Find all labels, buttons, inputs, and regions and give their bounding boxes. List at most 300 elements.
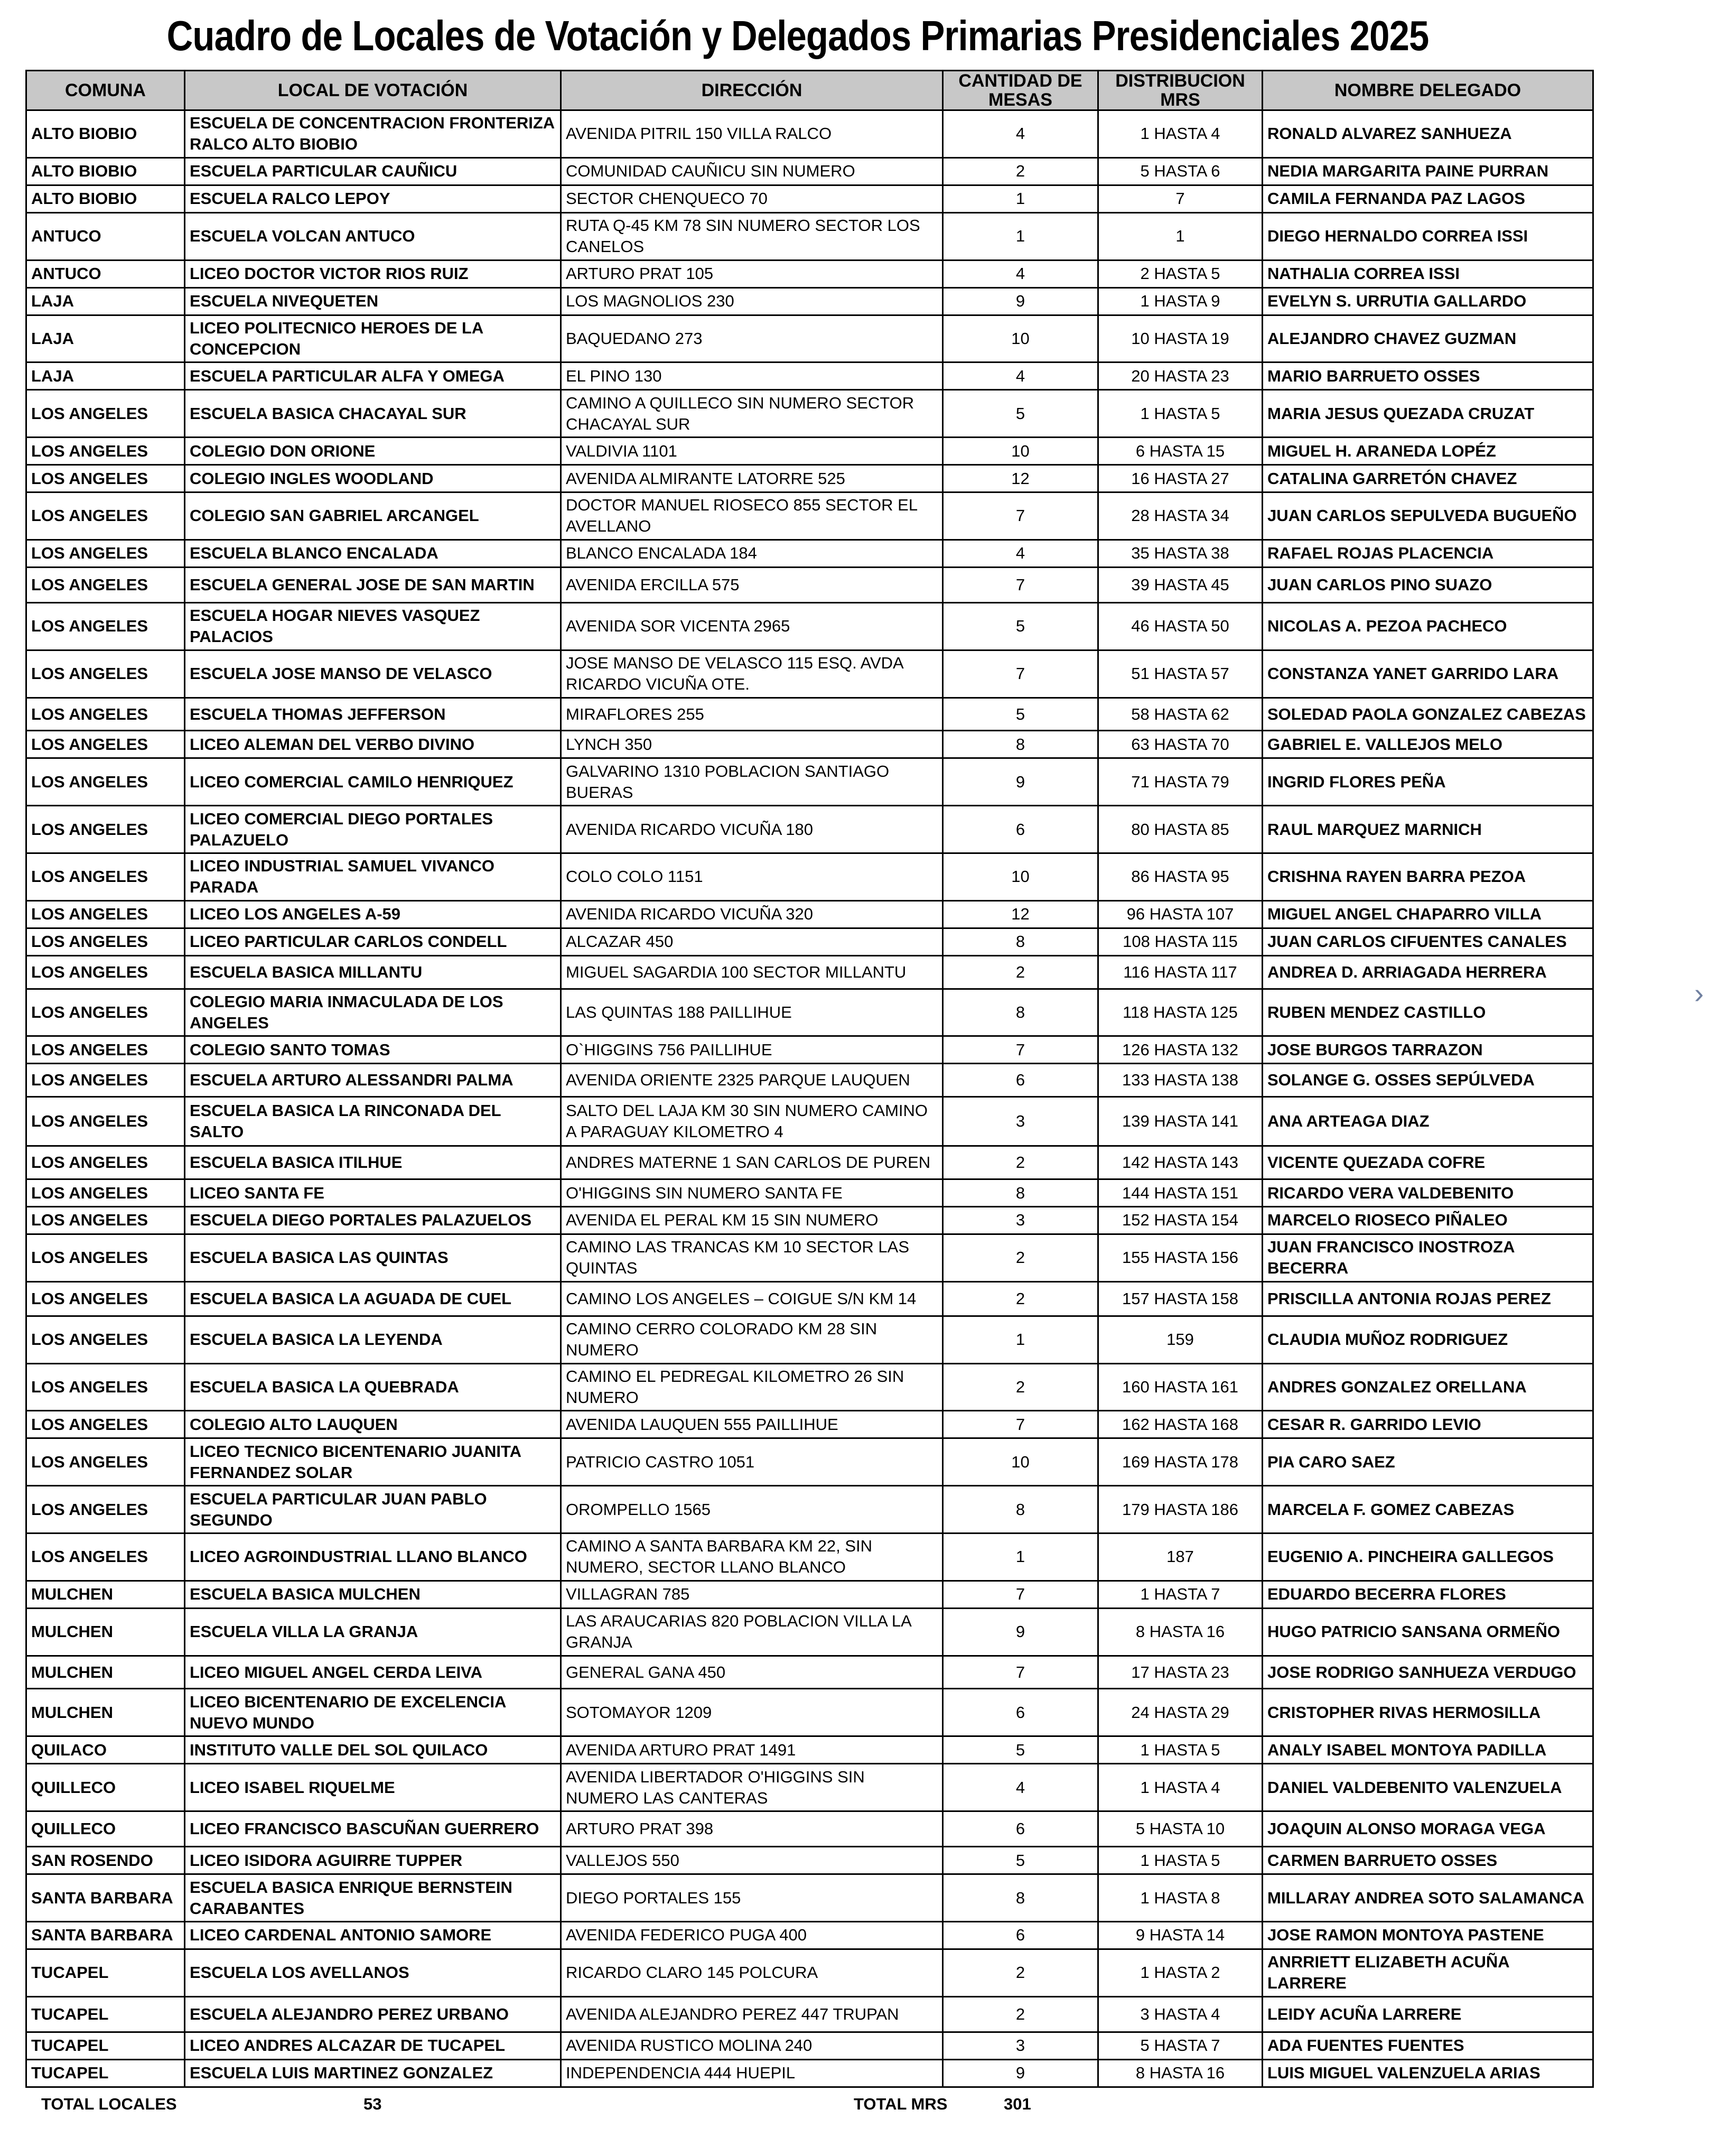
table-row xyxy=(26,928,1593,955)
distribucion-cell: 108 HASTA 115 xyxy=(1098,928,1263,955)
mesas-cell: 5 xyxy=(943,698,1098,731)
mesas-cell: 4 xyxy=(943,540,1098,567)
mesas-cell: 2 xyxy=(943,955,1098,989)
comuna-cell: LOS ANGELES xyxy=(26,492,185,540)
comuna-cell: LOS ANGELES xyxy=(26,540,185,567)
distribucion-cell: 7 xyxy=(1098,185,1263,212)
delegado-cell: EVELYN S. URRUTIA GALLARDO xyxy=(1263,287,1593,315)
distribucion-cell: 8 HASTA 16 xyxy=(1098,1608,1263,1656)
comuna-cell: SANTA BARBARA xyxy=(26,1922,185,1949)
table-row xyxy=(26,567,1593,602)
delegado-cell: RICARDO VERA VALDEBENITO xyxy=(1263,1179,1593,1207)
chevron-right-icon[interactable]: › xyxy=(1694,978,1704,1009)
mesas-cell: 7 xyxy=(943,650,1098,698)
distribucion-cell: 5 HASTA 7 xyxy=(1098,2032,1263,2059)
local-cell: LICEO AGROINDUSTRIAL LLANO BLANCO xyxy=(185,1534,561,1581)
comuna-cell: LOS ANGELES xyxy=(26,758,185,806)
direccion-cell: AVENIDA ALMIRANTE LATORRE 525 xyxy=(561,465,943,492)
distribucion-cell: 28 HASTA 34 xyxy=(1098,492,1263,540)
delegado-cell: LEIDY ACUÑA LARRERE xyxy=(1263,1996,1593,2032)
delegado-cell: RUBEN MENDEZ CASTILLO xyxy=(1263,989,1593,1036)
delegado-cell: LUIS MIGUEL VALENZUELA ARIAS xyxy=(1263,2059,1593,2087)
mesas-cell: 10 xyxy=(943,1438,1098,1486)
distribucion-cell: 133 HASTA 138 xyxy=(1098,1064,1263,1097)
distribucion-cell: 1 HASTA 7 xyxy=(1098,1581,1263,1608)
distribucion-cell: 39 HASTA 45 xyxy=(1098,567,1263,602)
mesas-cell: 2 xyxy=(943,1234,1098,1281)
mesas-cell: 5 xyxy=(943,1736,1098,1764)
table-row xyxy=(26,1811,1593,1847)
distribucion-cell: 1 HASTA 4 xyxy=(1098,1764,1263,1811)
delegado-cell: CRISHNA RAYEN BARRA PEZOA xyxy=(1263,853,1593,901)
comuna-cell: LOS ANGELES xyxy=(26,698,185,731)
table-row xyxy=(26,438,1593,465)
local-cell: COLEGIO SAN GABRIEL ARCANGEL xyxy=(185,492,561,540)
mesas-cell: 7 xyxy=(943,492,1098,540)
delegado-cell: JUAN FRANCISCO INOSTROZA BECERRA xyxy=(1263,1234,1593,1281)
direccion-cell: SOTOMAYOR 1209 xyxy=(561,1689,943,1736)
mesas-cell: 2 xyxy=(943,1146,1098,1179)
local-cell: ESCUELA BASICA LA RINCONADA DEL SALTO xyxy=(185,1097,561,1146)
direccion-cell: INDEPENDENCIA 444 HUEPIL xyxy=(561,2059,943,2087)
comuna-cell: LOS ANGELES xyxy=(26,1036,185,1064)
mesas-cell: 7 xyxy=(943,1411,1098,1438)
local-cell: LICEO PARTICULAR CARLOS CONDELL xyxy=(185,928,561,955)
distribucion-cell: 5 HASTA 10 xyxy=(1098,1811,1263,1847)
direccion-cell: JOSE MANSO DE VELASCO 115 ESQ. AVDA RICARDO VICUÑA OTE. xyxy=(561,650,943,698)
delegado-cell: MILLARAY ANDREA SOTO SALAMANCA xyxy=(1263,1874,1593,1922)
table-row xyxy=(26,1281,1593,1316)
delegado-cell: CLAUDIA MUÑOZ RODRIGUEZ xyxy=(1263,1316,1593,1363)
local-cell: ESCUELA BASICA LA QUEBRADA xyxy=(185,1363,561,1411)
delegado-cell: MIGUEL H. ARANEDA LOPÉZ xyxy=(1263,438,1593,465)
mesas-cell: 6 xyxy=(943,1689,1098,1736)
comuna-cell: LOS ANGELES xyxy=(26,1534,185,1581)
comuna-cell: LOS ANGELES xyxy=(26,853,185,901)
mesas-cell: 7 xyxy=(943,1581,1098,1608)
comuna-cell: LAJA xyxy=(26,363,185,390)
distribucion-cell: 162 HASTA 168 xyxy=(1098,1411,1263,1438)
delegado-cell: RAUL MARQUEZ MARNICH xyxy=(1263,806,1593,853)
direccion-cell: MIGUEL SAGARDIA 100 SECTOR MILLANTU xyxy=(561,955,943,989)
direccion-cell: AVENIDA ARTURO PRAT 1491 xyxy=(561,1736,943,1764)
direccion-cell: AVENIDA RUSTICO MOLINA 240 xyxy=(561,2032,943,2059)
comuna-cell: LOS ANGELES xyxy=(26,928,185,955)
mesas-cell: 8 xyxy=(943,928,1098,955)
table-row xyxy=(26,1689,1593,1736)
local-cell: ESCUELA BASICA LAS QUINTAS xyxy=(185,1234,561,1281)
mesas-cell: 7 xyxy=(943,1656,1098,1689)
table-row xyxy=(26,853,1593,901)
direccion-cell: ARTURO PRAT 105 xyxy=(561,260,943,287)
delegado-cell: EDUARDO BECERRA FLORES xyxy=(1263,1581,1593,1608)
direccion-cell: DIEGO PORTALES 155 xyxy=(561,1874,943,1922)
delegado-cell: CRISTOPHER RIVAS HERMOSILLA xyxy=(1263,1689,1593,1736)
direccion-cell: AVENIDA PITRIL 150 VILLA RALCO xyxy=(561,110,943,158)
delegado-cell: INGRID FLORES PEÑA xyxy=(1263,758,1593,806)
local-cell: LICEO CARDENAL ANTONIO SAMORE xyxy=(185,1922,561,1949)
table-row xyxy=(26,758,1593,806)
direccion-cell: VALDIVIA 1101 xyxy=(561,438,943,465)
table-row xyxy=(26,602,1593,650)
mesas-cell: 1 xyxy=(943,185,1098,212)
distribucion-cell: 118 HASTA 125 xyxy=(1098,989,1263,1036)
comuna-cell: TUCAPEL xyxy=(26,2059,185,2087)
table-row xyxy=(26,1996,1593,2032)
comuna-cell: ALTO BIOBIO xyxy=(26,110,185,158)
delegado-cell: RONALD ALVAREZ SANHUEZA xyxy=(1263,110,1593,158)
delegado-cell: ANA ARTEAGA DIAZ xyxy=(1263,1097,1593,1146)
table-row xyxy=(26,698,1593,731)
comuna-cell: MULCHEN xyxy=(26,1689,185,1736)
direccion-cell: MIRAFLORES 255 xyxy=(561,698,943,731)
distribucion-cell: 63 HASTA 70 xyxy=(1098,731,1263,758)
comuna-cell: QUILLECO xyxy=(26,1764,185,1811)
table-row xyxy=(26,1874,1593,1922)
local-cell: ESCUELA PARTICULAR CAUÑICU xyxy=(185,157,561,185)
distribucion-cell: 159 xyxy=(1098,1316,1263,1363)
direccion-cell: OROMPELLO 1565 xyxy=(561,1486,943,1534)
direccion-cell: LOS MAGNOLIOS 230 xyxy=(561,287,943,315)
comuna-cell: LOS ANGELES xyxy=(26,650,185,698)
total-mrs-label: TOTAL MRS xyxy=(854,2095,948,2113)
comuna-cell: LOS ANGELES xyxy=(26,1281,185,1316)
delegado-cell: SOLEDAD PAOLA GONZALEZ CABEZAS xyxy=(1263,698,1593,731)
local-cell: ESCUELA LUIS MARTINEZ GONZALEZ xyxy=(185,2059,561,2087)
comuna-cell: TUCAPEL xyxy=(26,1996,185,2032)
distribucion-cell: 20 HASTA 23 xyxy=(1098,363,1263,390)
distribucion-cell: 144 HASTA 151 xyxy=(1098,1179,1263,1207)
direccion-cell: CAMINO LOS ANGELES – COIGUE S/N KM 14 xyxy=(561,1281,943,1316)
direccion-cell: VALLEJOS 550 xyxy=(561,1847,943,1874)
delegado-cell: NEDIA MARGARITA PAINE PURRAN xyxy=(1263,157,1593,185)
delegado-cell: ALEJANDRO CHAVEZ GUZMAN xyxy=(1263,315,1593,363)
direccion-cell: AVENIDA ERCILLA 575 xyxy=(561,567,943,602)
delegado-cell: MARIA JESUS QUEZADA CRUZAT xyxy=(1263,390,1593,438)
comuna-cell: QUILACO xyxy=(26,1736,185,1764)
direccion-cell: ARTURO PRAT 398 xyxy=(561,1811,943,1847)
table-row xyxy=(26,492,1593,540)
local-cell: LICEO LOS ANGELES A-59 xyxy=(185,900,561,928)
delegado-cell: CATALINA GARRETÓN CHAVEZ xyxy=(1263,465,1593,492)
distribucion-cell: 139 HASTA 141 xyxy=(1098,1097,1263,1146)
local-cell: LICEO FRANCISCO BASCUÑAN GUERRERO xyxy=(185,1811,561,1847)
direccion-cell: CAMINO LAS TRANCAS KM 10 SECTOR LAS QUINTAS xyxy=(561,1234,943,1281)
local-cell: LICEO COMERCIAL DIEGO PORTALES PALAZUELO xyxy=(185,806,561,853)
direccion-cell: VILLAGRAN 785 xyxy=(561,1581,943,1608)
mesas-cell: 3 xyxy=(943,2032,1098,2059)
voting-locations-table xyxy=(25,70,1594,2088)
mesas-cell: 9 xyxy=(943,2059,1098,2087)
comuna-cell: LOS ANGELES xyxy=(26,1316,185,1363)
local-cell: LICEO COMERCIAL CAMILO HENRIQUEZ xyxy=(185,758,561,806)
table-header-row xyxy=(26,71,1593,110)
delegado-cell: JUAN CARLOS SEPULVEDA BUGUEÑO xyxy=(1263,492,1593,540)
mesas-cell: 6 xyxy=(943,806,1098,853)
table-row xyxy=(26,1656,1593,1689)
direccion-cell: O`HIGGINS 756 PAILLIHUE xyxy=(561,1036,943,1064)
local-cell: ESCUELA GENERAL JOSE DE SAN MARTIN xyxy=(185,567,561,602)
header-mesas: CANTIDAD DE MESAS xyxy=(943,71,1098,110)
direccion-cell: AVENIDA LAUQUEN 555 PAILLIHUE xyxy=(561,1411,943,1438)
distribucion-cell: 46 HASTA 50 xyxy=(1098,602,1263,650)
table-row xyxy=(26,989,1593,1036)
table-row xyxy=(26,315,1593,363)
table-row xyxy=(26,1316,1593,1363)
table-row xyxy=(26,1097,1593,1146)
local-cell: LICEO TECNICO BICENTENARIO JUANITA FERNANDEZ SOLAR xyxy=(185,1438,561,1486)
local-cell: INSTITUTO VALLE DEL SOL QUILACO xyxy=(185,1736,561,1764)
table-row xyxy=(26,955,1593,989)
direccion-cell: COMUNIDAD CAUÑICU SIN NUMERO xyxy=(561,157,943,185)
header-distribucion: DISTRIBUCION MRS xyxy=(1098,71,1263,110)
table-row xyxy=(26,287,1593,315)
table-row xyxy=(26,260,1593,287)
local-cell: ESCUELA DIEGO PORTALES PALAZUELOS xyxy=(185,1206,561,1234)
header-delegado: NOMBRE DELEGADO xyxy=(1263,71,1593,110)
distribucion-cell: 152 HASTA 154 xyxy=(1098,1206,1263,1234)
table-row xyxy=(26,540,1593,567)
distribucion-cell: 3 HASTA 4 xyxy=(1098,1996,1263,2032)
comuna-cell: LOS ANGELES xyxy=(26,806,185,853)
local-cell: ESCUELA BASICA MULCHEN xyxy=(185,1581,561,1608)
direccion-cell: ALCAZAR 450 xyxy=(561,928,943,955)
voting-table-container xyxy=(25,70,1592,2088)
table-row xyxy=(26,2032,1593,2059)
comuna-cell: MULCHEN xyxy=(26,1581,185,1608)
local-cell: LICEO SANTA FE xyxy=(185,1179,561,1207)
comuna-cell: LAJA xyxy=(26,315,185,363)
local-cell: ESCUELA ARTURO ALESSANDRI PALMA xyxy=(185,1064,561,1097)
table-row xyxy=(26,1949,1593,1996)
table-row xyxy=(26,1036,1593,1064)
local-cell: ESCUELA LOS AVELLANOS xyxy=(185,1949,561,1996)
direccion-cell: BAQUEDANO 273 xyxy=(561,315,943,363)
distribucion-cell: 155 HASTA 156 xyxy=(1098,1234,1263,1281)
mesas-cell: 10 xyxy=(943,438,1098,465)
delegado-cell: ADA FUENTES FUENTES xyxy=(1263,2032,1593,2059)
local-cell: LICEO INDUSTRIAL SAMUEL VIVANCO PARADA xyxy=(185,853,561,901)
mesas-cell: 8 xyxy=(943,1179,1098,1207)
distribucion-cell: 80 HASTA 85 xyxy=(1098,806,1263,853)
local-cell: LICEO MIGUEL ANGEL CERDA LEIVA xyxy=(185,1656,561,1689)
comuna-cell: LOS ANGELES xyxy=(26,1363,185,1411)
comuna-cell: LOS ANGELES xyxy=(26,731,185,758)
table-row xyxy=(26,390,1593,438)
distribucion-cell: 17 HASTA 23 xyxy=(1098,1656,1263,1689)
table-row xyxy=(26,110,1593,158)
table-row xyxy=(26,1847,1593,1874)
delegado-cell: VICENTE QUEZADA COFRE xyxy=(1263,1146,1593,1179)
delegado-cell: MARIO BARRUETO OSSES xyxy=(1263,363,1593,390)
mesas-cell: 12 xyxy=(943,900,1098,928)
mesas-cell: 7 xyxy=(943,567,1098,602)
local-cell: LICEO ANDRES ALCAZAR DE TUCAPEL xyxy=(185,2032,561,2059)
local-cell: ESCUELA PARTICULAR ALFA Y OMEGA xyxy=(185,363,561,390)
comuna-cell: LOS ANGELES xyxy=(26,1206,185,1234)
distribucion-cell: 5 HASTA 6 xyxy=(1098,157,1263,185)
direccion-cell: DOCTOR MANUEL RIOSECO 855 SECTOR EL AVELLANO xyxy=(561,492,943,540)
delegado-cell: PRISCILLA ANTONIA ROJAS PEREZ xyxy=(1263,1281,1593,1316)
mesas-cell: 2 xyxy=(943,1949,1098,1996)
distribucion-cell: 24 HASTA 29 xyxy=(1098,1689,1263,1736)
delegado-cell: SOLANGE G. OSSES SEPÚLVEDA xyxy=(1263,1064,1593,1097)
direccion-cell: LAS ARAUCARIAS 820 POBLACION VILLA LA GRANJA xyxy=(561,1608,943,1656)
distribucion-cell: 1 HASTA 5 xyxy=(1098,1736,1263,1764)
local-cell: ESCUELA HOGAR NIEVES VASQUEZ PALACIOS xyxy=(185,602,561,650)
table-row xyxy=(26,650,1593,698)
local-cell: ESCUELA BASICA MILLANTU xyxy=(185,955,561,989)
mesas-cell: 9 xyxy=(943,1608,1098,1656)
local-cell: ESCUELA BLANCO ENCALADA xyxy=(185,540,561,567)
comuna-cell: LOS ANGELES xyxy=(26,989,185,1036)
delegado-cell: CONSTANZA YANET GARRIDO LARA xyxy=(1263,650,1593,698)
direccion-cell: GALVARINO 1310 POBLACION SANTIAGO BUERAS xyxy=(561,758,943,806)
distribucion-cell: 126 HASTA 132 xyxy=(1098,1036,1263,1064)
direccion-cell: CAMINO A QUILLECO SIN NUMERO SECTOR CHACAYAL SUR xyxy=(561,390,943,438)
local-cell: ESCUELA PARTICULAR JUAN PABLO SEGUNDO xyxy=(185,1486,561,1534)
mesas-cell: 3 xyxy=(943,1097,1098,1146)
local-cell: ESCUELA BASICA LA LEYENDA xyxy=(185,1316,561,1363)
distribucion-cell: 1 HASTA 4 xyxy=(1098,110,1263,158)
distribucion-cell: 71 HASTA 79 xyxy=(1098,758,1263,806)
distribucion-cell: 160 HASTA 161 xyxy=(1098,1363,1263,1411)
distribucion-cell: 1 xyxy=(1098,212,1263,260)
page-title: Cuadro de Locales de Votación y Delegados Primarias Presidenciales 2025 xyxy=(166,12,1429,59)
comuna-cell: LOS ANGELES xyxy=(26,955,185,989)
table-row xyxy=(26,1764,1593,1811)
delegado-cell: JOAQUIN ALONSO MORAGA VEGA xyxy=(1263,1811,1593,1847)
direccion-cell: LYNCH 350 xyxy=(561,731,943,758)
table-row xyxy=(26,1581,1593,1608)
local-cell: LICEO DOCTOR VICTOR RIOS RUIZ xyxy=(185,260,561,287)
table-row xyxy=(26,1534,1593,1581)
mesas-cell: 4 xyxy=(943,1764,1098,1811)
local-cell: ESCUELA ALEJANDRO PEREZ URBANO xyxy=(185,1996,561,2032)
delegado-cell: JOSE BURGOS TARRAZON xyxy=(1263,1036,1593,1064)
direccion-cell: RICARDO CLARO 145 POLCURA xyxy=(561,1949,943,1996)
local-cell: ESCUELA JOSE MANSO DE VELASCO xyxy=(185,650,561,698)
delegado-cell: ANRRIETT ELIZABETH ACUÑA LARRERE xyxy=(1263,1949,1593,1996)
local-cell: LICEO ISIDORA AGUIRRE TUPPER xyxy=(185,1847,561,1874)
distribucion-cell: 9 HASTA 14 xyxy=(1098,1922,1263,1949)
mesas-cell: 1 xyxy=(943,1534,1098,1581)
comuna-cell: LOS ANGELES xyxy=(26,1438,185,1486)
mesas-cell: 2 xyxy=(943,1363,1098,1411)
direccion-cell: PATRICIO CASTRO 1051 xyxy=(561,1438,943,1486)
mesas-cell: 2 xyxy=(943,1996,1098,2032)
comuna-cell: LOS ANGELES xyxy=(26,900,185,928)
direccion-cell: ANDRES MATERNE 1 SAN CARLOS DE PUREN xyxy=(561,1146,943,1179)
table-row xyxy=(26,2059,1593,2087)
distribucion-cell: 157 HASTA 158 xyxy=(1098,1281,1263,1316)
table-row xyxy=(26,1438,1593,1486)
delegado-cell: ANALY ISABEL MONTOYA PADILLA xyxy=(1263,1736,1593,1764)
local-cell: ESCUELA VILLA LA GRANJA xyxy=(185,1608,561,1656)
direccion-cell: CAMINO CERRO COLORADO KM 28 SIN NUMERO xyxy=(561,1316,943,1363)
delegado-cell: DIEGO HERNALDO CORREA ISSI xyxy=(1263,212,1593,260)
direccion-cell: O'HIGGINS SIN NUMERO SANTA FE xyxy=(561,1179,943,1207)
distribucion-cell: 58 HASTA 62 xyxy=(1098,698,1263,731)
delegado-cell: CESAR R. GARRIDO LEVIO xyxy=(1263,1411,1593,1438)
header-comuna: COMUNA xyxy=(26,71,185,110)
mesas-cell: 4 xyxy=(943,363,1098,390)
table-row xyxy=(26,1064,1593,1097)
distribucion-cell: 1 HASTA 9 xyxy=(1098,287,1263,315)
distribucion-cell: 179 HASTA 186 xyxy=(1098,1486,1263,1534)
mesas-cell: 6 xyxy=(943,1922,1098,1949)
local-cell: COLEGIO MARIA INMACULADA DE LOS ANGELES xyxy=(185,989,561,1036)
comuna-cell: LOS ANGELES xyxy=(26,438,185,465)
table-row xyxy=(26,1922,1593,1949)
distribucion-cell: 86 HASTA 95 xyxy=(1098,853,1263,901)
direccion-cell: SECTOR CHENQUECO 70 xyxy=(561,185,943,212)
comuna-cell: LOS ANGELES xyxy=(26,465,185,492)
table-row xyxy=(26,1179,1593,1207)
local-cell: ESCUELA BASICA ITILHUE xyxy=(185,1146,561,1179)
comuna-cell: TUCAPEL xyxy=(26,1949,185,1996)
delegado-cell: JUAN CARLOS CIFUENTES CANALES xyxy=(1263,928,1593,955)
distribucion-cell: 51 HASTA 57 xyxy=(1098,650,1263,698)
local-cell: LICEO ISABEL RIQUELME xyxy=(185,1764,561,1811)
comuna-cell: LOS ANGELES xyxy=(26,1097,185,1146)
local-cell: ESCUELA RALCO LEPOY xyxy=(185,185,561,212)
distribucion-cell: 1 HASTA 8 xyxy=(1098,1874,1263,1922)
mesas-cell: 5 xyxy=(943,602,1098,650)
direccion-cell: GENERAL GANA 450 xyxy=(561,1656,943,1689)
direccion-cell: EL PINO 130 xyxy=(561,363,943,390)
mesas-cell: 6 xyxy=(943,1811,1098,1847)
mesas-cell: 1 xyxy=(943,1316,1098,1363)
comuna-cell: LOS ANGELES xyxy=(26,1486,185,1534)
mesas-cell: 10 xyxy=(943,315,1098,363)
local-cell: ESCUELA NIVEQUETEN xyxy=(185,287,561,315)
delegado-cell: EUGENIO A. PINCHEIRA GALLEGOS xyxy=(1263,1534,1593,1581)
comuna-cell: ALTO BIOBIO xyxy=(26,157,185,185)
comuna-cell: LOS ANGELES xyxy=(26,602,185,650)
delegado-cell: JOSE RAMON MONTOYA PASTENE xyxy=(1263,1922,1593,1949)
distribucion-cell: 1 HASTA 5 xyxy=(1098,390,1263,438)
distribucion-cell: 169 HASTA 178 xyxy=(1098,1438,1263,1486)
table-row xyxy=(26,1234,1593,1281)
direccion-cell: CAMINO A SANTA BARBARA KM 22, SIN NUMERO, SECTOR LLANO BLANCO xyxy=(561,1534,943,1581)
delegado-cell: DANIEL VALDEBENITO VALENZUELA xyxy=(1263,1764,1593,1811)
comuna-cell: SANTA BARBARA xyxy=(26,1874,185,1922)
local-cell: LICEO POLITECNICO HEROES DE LA CONCEPCION xyxy=(185,315,561,363)
mesas-cell: 8 xyxy=(943,1874,1098,1922)
table-row xyxy=(26,1363,1593,1411)
mesas-cell: 9 xyxy=(943,287,1098,315)
local-cell: LICEO BICENTENARIO DE EXCELENCIA NUEVO MUNDO xyxy=(185,1689,561,1736)
comuna-cell: LOS ANGELES xyxy=(26,1234,185,1281)
local-cell: ESCUELA BASICA LA AGUADA DE CUEL xyxy=(185,1281,561,1316)
delegado-cell: MARCELO RIOSECO PIÑALEO xyxy=(1263,1206,1593,1234)
direccion-cell: AVENIDA FEDERICO PUGA 400 xyxy=(561,1922,943,1949)
comuna-cell: ALTO BIOBIO xyxy=(26,185,185,212)
delegado-cell: RAFAEL ROJAS PLACENCIA xyxy=(1263,540,1593,567)
comuna-cell: LOS ANGELES xyxy=(26,390,185,438)
mesas-cell: 3 xyxy=(943,1206,1098,1234)
direccion-cell: COLO COLO 1151 xyxy=(561,853,943,901)
table-row xyxy=(26,212,1593,260)
direccion-cell: AVENIDA ALEJANDRO PEREZ 447 TRUPAN xyxy=(561,1996,943,2032)
delegado-cell: JOSE RODRIGO SANHUEZA VERDUGO xyxy=(1263,1656,1593,1689)
local-cell: COLEGIO ALTO LAUQUEN xyxy=(185,1411,561,1438)
local-cell: COLEGIO DON ORIONE xyxy=(185,438,561,465)
distribucion-cell: 8 HASTA 16 xyxy=(1098,2059,1263,2087)
distribucion-cell: 6 HASTA 15 xyxy=(1098,438,1263,465)
delegado-cell: HUGO PATRICIO SANSANA ORMEÑO xyxy=(1263,1608,1593,1656)
